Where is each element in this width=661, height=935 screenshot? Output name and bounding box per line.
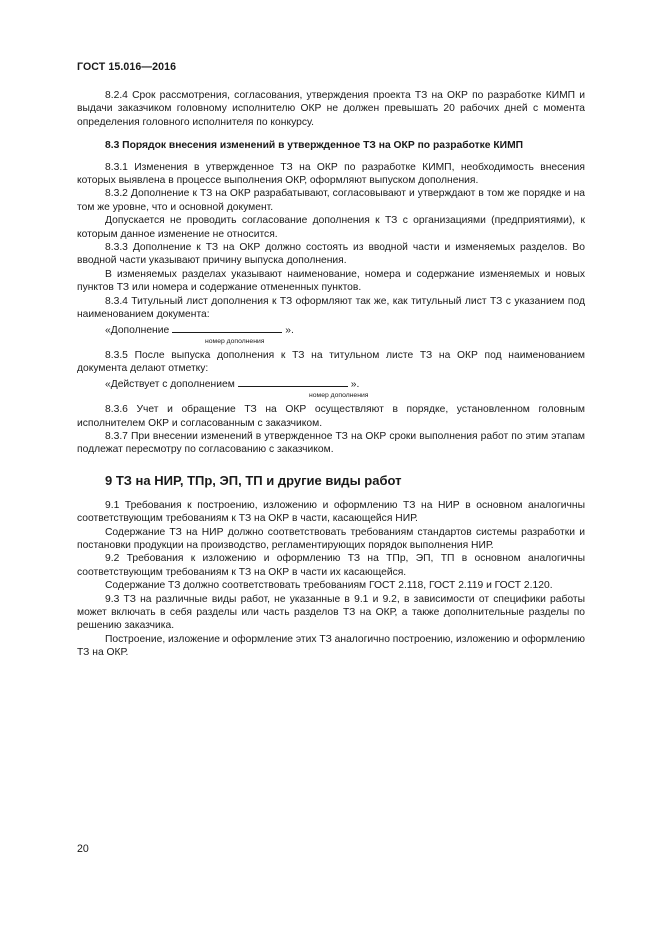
paragraph-9-1: 9.1 Требования к построению, изложению и оформлению ТЗ на НИР в основном аналогичны соответствующим требованиям к ТЗ на ОКР в части, касающейся НИР. [77,499,585,525]
valid-open-text: «Действует с дополнением [105,378,235,390]
paragraph-9-2-note: Содержание ТЗ должно соответствовать требованиям ГОСТ 2.118, ГОСТ 2.119 и ГОСТ 2.120. [105,580,553,592]
valid-template-line [77,376,585,391]
addition-number-caption: номер дополнения [205,337,265,345]
paragraph-8-3-2: 8.3.2 Дополнение к ТЗ на ОКР разрабатывают, согласовывают и утверждают в том же порядке и на том же уровне, что и основной документ. [77,188,585,213]
addition-close-text: ». [285,324,294,336]
page-number: 20 [77,843,89,855]
valid-number-blank [238,376,348,387]
paragraph-8-3-6: 8.3.6 Учет и обращение ТЗ на ОКР осуществляют в порядке, установленном головным исполнителем ОКР и согласованным с заказчиком. [77,404,585,429]
paragraph-8-3-7: 8.3.7 При внесении изменений в утвержденное ТЗ на ОКР сроки выполнения работ по этим этапам подлежат пересмотру по согласованию с заказчиком. [77,430,585,456]
addition-open-text: «Дополнение [105,324,170,336]
paragraph-8-2-4: 8.2.4 Срок рассмотрения, согласования, утверждения проекта ТЗ на ОКР по разработке КИМП и выдачи заказчиком головному исполнителю ОКР не должен превышать 20 рабочих дней с момента определения головного исполнителя по конкурсу. [77,90,585,128]
paragraph-8-3-4: 8.3.4 Титульный лист дополнения к ТЗ оформляют так же, как титульный лист ТЗ с указанием под наименованием документа: [77,295,585,321]
paragraph-8-3-3: 8.3.3 Дополнение к ТЗ на ОКР должно состоять из вводной части и изменяемых разделов. Во вводной части указывают причину выпуска дополнения. [77,242,585,267]
paragraph-8-3-5: 8.3.5 После выпуска дополнения к ТЗ на титульном листе ТЗ на ОКР под наименованием документа делают отметку: [77,349,585,375]
paragraph-9-1-note: Содержание ТЗ на НИР должно соответствовать требованиям стандартов системы разработки и постановки продукции на производство, регламентирующих порядок выполнения НИР. [77,526,585,551]
heading-8-3: 8.3 Порядок внесения изменений в утвержденное ТЗ на ОКР по разработке КИМП [105,140,524,152]
standard-header: ГОСТ 15.016—2016 [77,61,177,73]
addition-number-blank [172,322,282,333]
paragraph-8-3-2-note: Допускается не проводить согласование дополнения к ТЗ с организациями (предприятиями), к которым данное изменение не относится. [77,215,585,240]
page-content [77,89,585,660]
paragraph-8-3-3-note: В изменяемых разделах указывают наименование, номера и содержание изменяемых и новых пунктов ТЗ или номера и содержание отмененных пунктов. [77,268,585,294]
valid-close-text: ». [350,378,360,390]
valid-number-caption: номер дополнения [309,392,369,400]
addition-template-line [77,322,585,337]
paragraph-9-2: 9.2 Требования к изложению и оформлению ТЗ на ТПр, ЭП, ТП в основном аналогичны соответствующим требованиям к ТЗ на ОКР в части их касающейся. [77,553,585,578]
paragraph-9-3: 9.3 ТЗ на различные виды работ, не указанные в 9.1 и 9.2, в зависимости от специфики работы может включать в себя разделы или часть разделов ТЗ на ОКР, а также дополнительные разделы по решению заказчика. [77,593,585,632]
paragraph-9-3-note: Построение, изложение и оформление этих ТЗ аналогично построению, изложению и оформлению ТЗ на ОКР. [77,633,585,659]
heading-9: 9 ТЗ на НИР, ТПр, ЭП, ТП и другие виды работ [105,472,402,488]
paragraph-8-3-1: 8.3.1 Изменения в утвержденное ТЗ на ОКР по разработке КИМП, необходимость внесения которых выявлена в процессе выполнения ОКР, оформляют выпуском дополнения. [77,161,585,187]
